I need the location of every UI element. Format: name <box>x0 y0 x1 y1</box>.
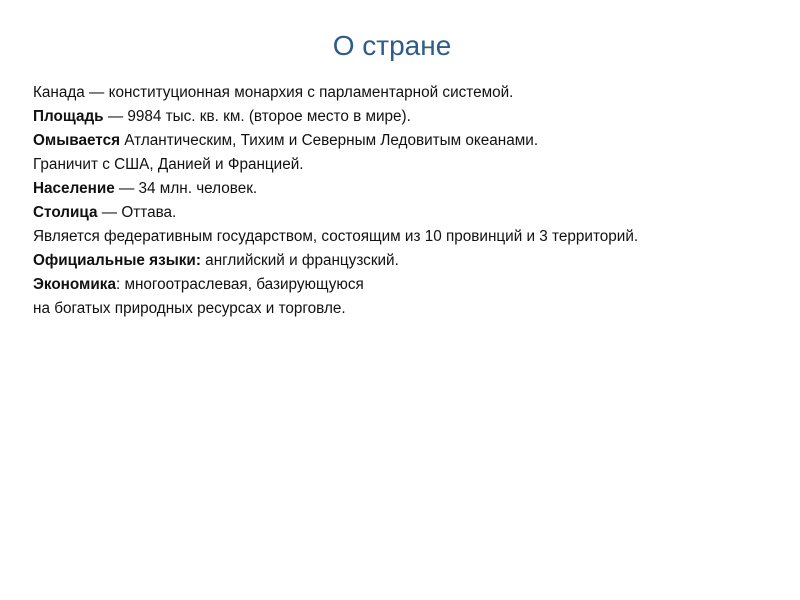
line-text: Атлантическим, Тихим и Северным Ледовитым океанами. <box>120 132 539 149</box>
line-term: Население <box>33 180 115 197</box>
text-line-oceans <box>33 129 783 153</box>
line-text: Канада — конституционная монархия с парламентарной системой. <box>33 84 514 101</box>
line-text: английский и французский. <box>200 252 399 269</box>
line-term: Столица <box>33 204 98 221</box>
line-term: Экономика <box>33 276 116 293</box>
text-line-capital <box>33 201 783 225</box>
slide-title: О стране <box>332 30 452 61</box>
line-term: Площадь <box>33 108 104 125</box>
text-line-federation <box>33 225 783 249</box>
line-text: Является федеративным государством, состоящим из 10 провинций и 3 территорий. <box>33 228 639 245</box>
text-line-economy <box>33 273 783 297</box>
text-line-economy-continued <box>33 297 783 321</box>
line-text: на богатых природных ресурсах и торговле. <box>33 300 346 317</box>
text-line-borders <box>33 153 783 177</box>
text-line-languages <box>33 249 783 273</box>
slide-body <box>33 81 783 321</box>
line-term: Официальные языки: <box>33 252 201 269</box>
line-text: — 34 млн. человек. <box>114 180 258 197</box>
line-text: Граничит с США, Данией и Францией. <box>33 156 304 173</box>
line-text: — 9984 тыс. кв. км. (второе место в мире). <box>103 108 411 125</box>
line-term: Омывается <box>33 132 121 149</box>
line-text: — Оттава. <box>97 204 177 221</box>
line-text: : многоотраслевая, базирующуюся <box>115 276 364 293</box>
text-line-area <box>33 105 783 129</box>
text-line-form-of-government <box>33 81 783 105</box>
text-line-population <box>33 177 783 201</box>
